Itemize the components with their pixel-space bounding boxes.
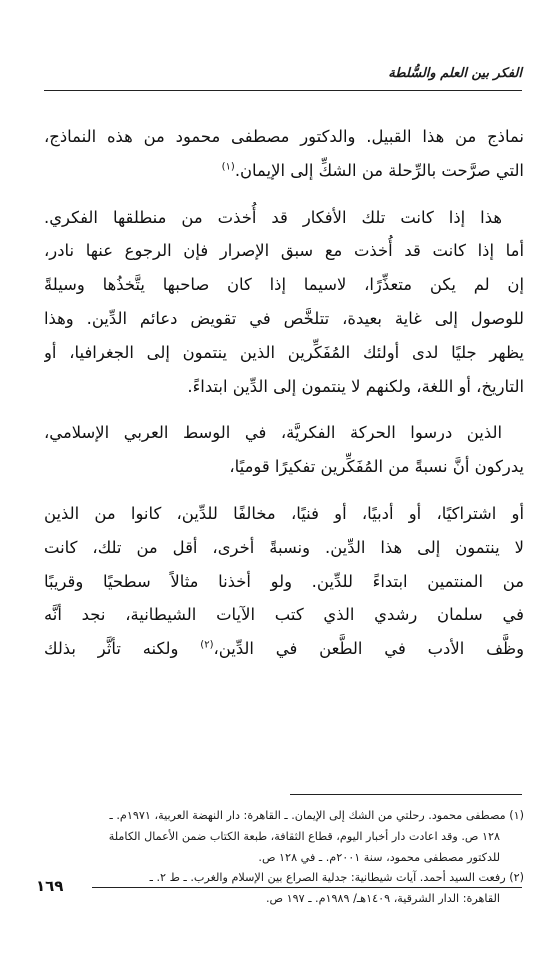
footnote-line: القاهرة: الدار الشرقية، ١٤٠٩هـ/ ١٩٨٩م. ـ ١٩٧ ص.	[265, 892, 500, 906]
running-head: الفكر بين العلم والسُّلطة	[388, 66, 522, 81]
text-line: في سلمان رشدي الذي كتب الآيات الشيطانية، نجد أنَّه	[44, 605, 524, 625]
text-line: إن لم يكن متعذِّرًا، لاسيما إذا كان صاحبها يتَّخذُها وسيلةً	[44, 275, 524, 295]
paragraph-gap	[44, 403, 524, 416]
footnote-line: للدكتور مصطفى محمود، سنة ٢٠٠١م. ـ في ١٢٨ ص.	[258, 850, 500, 864]
text-line: أما إذا كانت قد أُخذت مع سبق الإصرار فإن الرجوع عنها نادر،	[44, 241, 524, 261]
footnote-reference[interactable]: (١)	[221, 161, 235, 173]
body-text	[44, 120, 524, 666]
paragraph	[44, 416, 524, 484]
paragraph-gap	[44, 484, 524, 497]
footnote-reference[interactable]: (٢)	[200, 639, 214, 651]
footnotes	[40, 806, 524, 910]
text-line: الذين درسوا الحركة الفكريَّة، في الوسط العربي الإسلامي،	[44, 423, 502, 443]
footer-rule	[92, 887, 522, 888]
text-line	[44, 154, 524, 188]
footnote-line: (١) مصطفى محمود. رحلتي من الشك إلى الإيمان. ـ القاهرة: دار النهضة العربية، ١٩٧١م. ـ	[109, 809, 524, 822]
paragraph-gap	[44, 188, 524, 201]
text-line: هذا إذا كانت تلك الأفكار قد أُخذت من منطلقها الفكري.	[44, 207, 502, 227]
footnote-2	[40, 868, 524, 910]
paragraph	[44, 201, 524, 404]
text-line: للوصول إلى غاية بعيدة، تتلخَّص في تقويض دعائم الدِّين. وهذا	[44, 308, 524, 328]
text-line-content: التي صرَّحت بالرِّحلة من الشكِّ إلى الإيمان.	[234, 160, 524, 180]
text-line: لا ينتمون إلى هذا الدِّين. ونسبةً أخرى، أقل من تلك، كانت	[44, 537, 524, 557]
page-number: ١٦٩	[36, 877, 64, 895]
text-line: يظهر جليًا لدى أولئك المُفَكِّرين الذين ينتمون إلى الجغرافيا، أو	[44, 342, 524, 362]
header-rule	[44, 90, 522, 91]
footnote-separator	[290, 794, 522, 795]
footnote-line: ١٢٨ ص. وقد اعادت دار أخبار اليوم، قطاع الثقافة، طبعة الكتاب ضمن الأعمال الكاملة	[108, 829, 500, 843]
text-line	[44, 632, 524, 666]
footnote-1	[40, 806, 524, 868]
text-line: أو اشتراكيًا، أو أدبيًا، أو فنيًا، مخالفًا للدِّين، كانوا من الذين	[44, 503, 524, 523]
text-line-content: ولكنه تأثَّر بذلك	[44, 639, 179, 659]
text-line: يدركون أنَّ نسبةً من المُفَكِّرين تفكيرًا قوميًا،	[229, 457, 524, 477]
text-line: التاريخ، أو اللغة، ولكنهم لا ينتمون إلى الدِّين ابتداءً.	[187, 376, 524, 396]
footnote-line: (٢) رفعت السيد أحمد. آيات شيطانية: جدلية الصراع بين الإسلام والغرب. ـ ط ٢. ـ	[149, 871, 524, 885]
text-line: من المنتمين ابتداءً للدِّين. ولو أخذنا مثالاً سطحيًا وقريبًا	[44, 571, 524, 591]
text-line: نماذج من هذا القبيل. والدكتور مصطفى محمود من هذه النماذج،	[44, 127, 524, 146]
paragraph	[44, 120, 524, 188]
text-line-content: وظَّف الأدب في الطَّعن في الدِّين،	[213, 639, 524, 659]
paragraph	[44, 497, 524, 666]
